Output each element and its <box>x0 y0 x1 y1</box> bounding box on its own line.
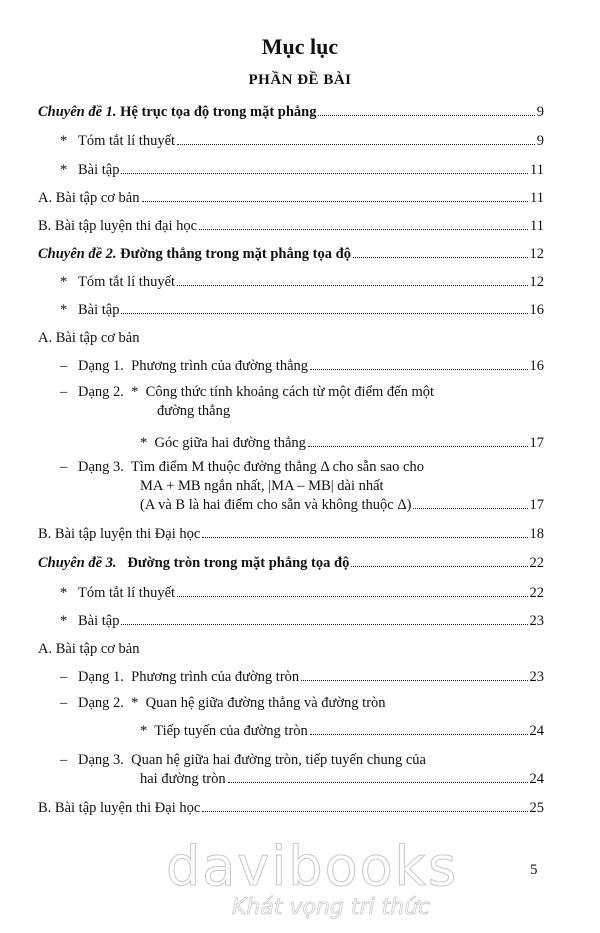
dot-leader <box>121 173 528 174</box>
toc-entry-type-1[interactable] <box>60 664 544 686</box>
toc-entry-exercises[interactable] <box>60 157 544 179</box>
page-ref: 17 <box>529 435 544 451</box>
page-ref: 11 <box>530 190 544 206</box>
section-subtitle: PHẦN ĐỀ BÀI <box>248 72 352 88</box>
page-ref: 22 <box>529 585 544 601</box>
bullet-dash: – <box>60 459 68 475</box>
entry-label: Tiếp tuyến của đường tròn <box>154 723 308 739</box>
toc-entry-exam[interactable] <box>38 521 544 543</box>
type-label: Dạng 2. <box>78 695 124 711</box>
page-ref: 23 <box>529 669 544 685</box>
entry-label: Phương trình của đường thẳng <box>131 358 309 374</box>
page-ref: 12 <box>529 246 544 262</box>
bullet-star: * <box>140 435 148 451</box>
toc-entry-exercises[interactable] <box>60 297 544 319</box>
chapter-title: Đường thẳng trong mặt phẳng tọa độ <box>120 246 351 262</box>
dot-leader <box>177 596 527 597</box>
bullet-star: * <box>60 613 68 629</box>
bullet-dash: – <box>60 752 68 768</box>
toc-entry-exercises[interactable] <box>60 608 544 630</box>
type-label: Dạng 2. <box>78 384 124 400</box>
entry-label: Quan hệ giữa hai đường tròn, tiếp tuyến chung của <box>131 752 426 768</box>
page-ref: 18 <box>529 526 544 542</box>
chapter-label: Chuyên đề 1. <box>38 104 117 120</box>
dot-leader <box>353 257 528 258</box>
toc-chapter-3[interactable] <box>38 550 544 572</box>
toc-entry-theory[interactable] <box>60 269 544 291</box>
page-ref: 11 <box>530 162 544 178</box>
bullet-star: * <box>131 695 139 711</box>
dot-leader <box>121 624 527 625</box>
chapter-label: Chuyên đề 2. <box>38 246 117 262</box>
dot-leader <box>318 115 534 116</box>
toc-entry-type-3[interactable] <box>60 458 424 476</box>
bullet-star: * <box>60 133 68 149</box>
bullet-star: * <box>60 302 68 318</box>
toc-entry-tangent[interactable] <box>140 718 544 740</box>
entry-label: Bài tập <box>78 613 120 629</box>
page-ref: 25 <box>529 800 544 816</box>
dot-leader <box>310 369 527 370</box>
toc-entry-type-3-end[interactable] <box>140 492 544 514</box>
entry-label: B. Bài tập luyện thi đại học <box>38 218 198 234</box>
dot-leader <box>202 811 527 812</box>
chapter-label: Chuyên đề 3. <box>38 555 117 571</box>
entry-label: Bài tập <box>78 162 120 178</box>
toc-entry-theory[interactable] <box>60 580 544 602</box>
type-label: Dạng 1. <box>78 358 124 374</box>
bullet-dash: – <box>60 669 68 685</box>
toc-entry-basic[interactable]: A. Bài tập cơ bản <box>38 641 140 657</box>
dot-leader <box>310 734 528 735</box>
entry-label: Phương trình của đường tròn <box>131 669 300 685</box>
dot-leader <box>121 313 527 314</box>
toc-entry-basic[interactable] <box>38 185 544 207</box>
entry-label: Tóm tắt lí thuyết <box>78 274 176 290</box>
page-ref: 22 <box>529 555 544 571</box>
bullet-dash: – <box>60 695 68 711</box>
toc-entry-exam[interactable] <box>38 213 544 235</box>
entry-label: Tìm điểm M thuộc đường thẳng Δ cho sẵn sao cho <box>130 459 424 475</box>
toc-entry-theory[interactable] <box>60 128 544 150</box>
entry-label: A. Bài tập cơ bản <box>38 190 140 206</box>
page-ref: 23 <box>529 613 544 629</box>
page-ref: 17 <box>529 497 544 513</box>
chapter-title: Đường tròn trong mặt phẳng tọa độ <box>127 555 350 571</box>
entry-label: Công thức tính khoảng cách từ một điểm đến một <box>145 384 435 400</box>
entry-label-continued: MA + MB ngắn nhất, |MA – MB| dài nhất <box>140 478 384 494</box>
chapter-title: Hệ trục tọa độ trong mặt phẳng <box>120 104 317 120</box>
toc-entry-type-2[interactable] <box>60 694 386 712</box>
entry-label: B. Bài tập luyện thi Đại học <box>38 800 201 816</box>
bullet-star: * <box>60 585 68 601</box>
toc-entry-exam[interactable] <box>38 795 544 817</box>
page-ref: 24 <box>529 771 544 787</box>
dot-leader <box>308 446 528 447</box>
dot-leader <box>199 229 528 230</box>
bullet-dash: – <box>60 358 68 374</box>
page-ref: 16 <box>529 302 544 318</box>
toc-entry-angle[interactable] <box>140 430 544 452</box>
entry-label: Bài tập <box>78 302 120 318</box>
dot-leader <box>228 782 528 783</box>
dot-leader <box>202 537 527 538</box>
watermark-logo: davibooks <box>166 835 459 898</box>
type-label: Dạng 3. <box>78 752 124 768</box>
page-ref: 9 <box>536 104 544 120</box>
page-ref: 24 <box>529 723 544 739</box>
dot-leader <box>177 144 535 145</box>
entry-label-continued: (A và B là hai điểm cho sẵn và không thuộc Δ) <box>140 497 412 513</box>
type-label: Dạng 3. <box>78 459 124 475</box>
page-ref: 11 <box>530 218 544 234</box>
bullet-star: * <box>140 723 148 739</box>
dot-leader <box>413 508 527 509</box>
page-ref: 16 <box>529 358 544 374</box>
entry-label: Tóm tắt lí thuyết <box>78 133 176 149</box>
toc-entry-basic[interactable]: A. Bài tập cơ bản <box>38 330 140 346</box>
dot-leader <box>177 285 527 286</box>
dot-leader <box>142 201 529 202</box>
toc-chapter-1[interactable] <box>38 99 544 121</box>
page-title: Mục lục <box>261 34 339 59</box>
entry-label: Quan hệ giữa đường thẳng và đường tròn <box>145 695 386 711</box>
toc-entry-type-3-end[interactable] <box>140 766 544 788</box>
entry-label-continued: hai đường tròn <box>140 771 226 787</box>
watermark-tagline: Khát vọng tri thức <box>232 895 431 920</box>
page-ref: 9 <box>536 133 544 149</box>
page-ref: 12 <box>529 274 544 290</box>
entry-label: B. Bài tập luyện thi Đại học <box>38 526 201 542</box>
dot-leader <box>301 680 527 681</box>
bullet-dash: – <box>60 384 68 400</box>
toc-chapter-2[interactable] <box>38 241 544 263</box>
bullet-star: * <box>60 162 68 178</box>
entry-label: Tóm tắt lí thuyết <box>78 585 176 601</box>
type-label: Dạng 1. <box>78 669 124 685</box>
dot-leader <box>351 566 527 567</box>
bullet-star: * <box>60 274 68 290</box>
entry-label-continued: đường thẳng <box>157 403 231 419</box>
toc-entry-type-1[interactable] <box>60 353 544 375</box>
bullet-star: * <box>131 384 139 400</box>
entry-label: Góc giữa hai đường thẳng <box>154 435 306 451</box>
toc-entry-type-2[interactable] <box>60 383 434 401</box>
page-number: 5 <box>530 862 538 878</box>
